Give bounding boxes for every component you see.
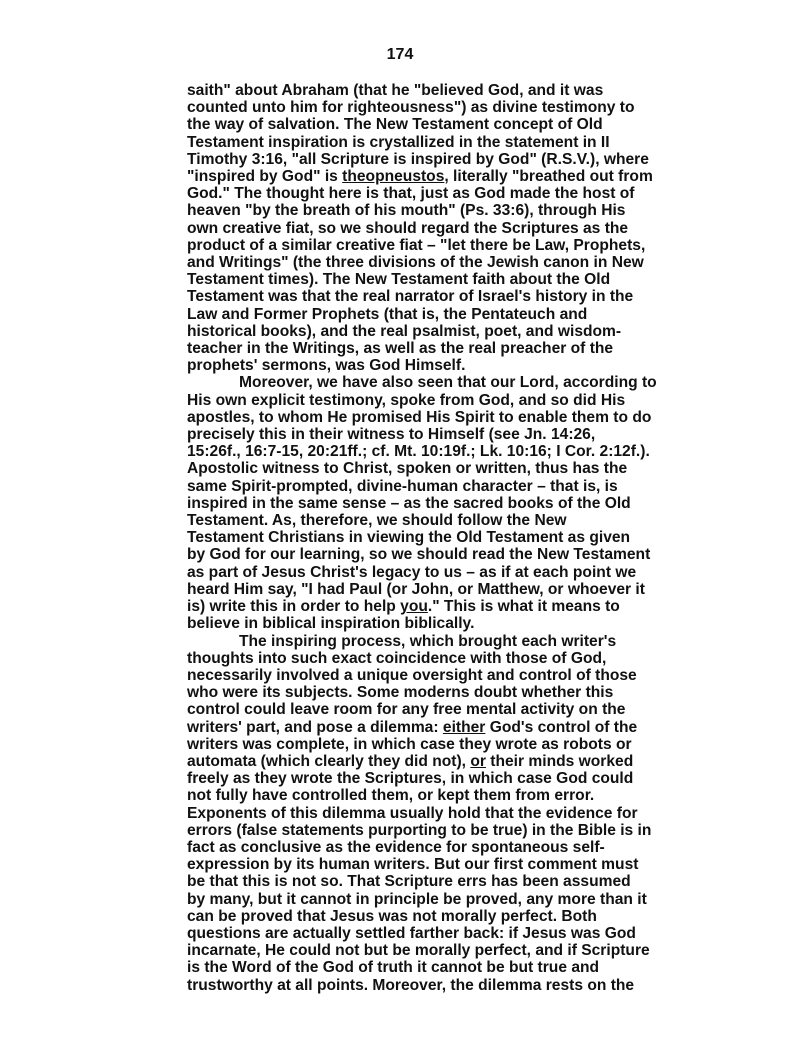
text-run: Law and Former Prophets (that is, the Pentateuch and — [187, 305, 588, 323]
paragraph — [187, 374, 707, 632]
text-line — [187, 392, 707, 409]
text-line — [187, 495, 707, 512]
text-line — [187, 787, 707, 804]
text-run: heaven "by the breath of his mouth" (Ps. 33:6), through His — [187, 202, 626, 220]
text-line — [187, 185, 707, 202]
text-run: heard Him say, "I had Paul (or John, or Matthew, or whoever it — [187, 580, 645, 598]
text-line — [187, 237, 707, 254]
text-run: by many, but it cannot in principle be proved, any more than it — [187, 890, 647, 908]
text-line — [187, 202, 707, 219]
text-run: thoughts into such exact coincidence with those of God, — [187, 649, 607, 667]
text-run: writers was complete, in which case they wrote as robots or — [187, 735, 632, 753]
text-line — [187, 478, 707, 495]
underlined-term: you — [400, 598, 428, 616]
text-line — [187, 873, 707, 890]
text-run: not fully have controlled them, or kept them from error. — [187, 787, 595, 805]
text-line — [187, 684, 707, 701]
text-line — [187, 959, 707, 976]
text-run: who were its subjects. Some moderns doubt whether this — [187, 684, 614, 702]
text-line — [187, 529, 707, 546]
text-run: counted unto him for righteousness") as divine testimony to — [187, 99, 635, 117]
text-line — [187, 460, 707, 477]
text-line — [187, 82, 707, 99]
text-line — [187, 254, 707, 271]
text-run: is the Word of the God of truth it cannot be but true and — [187, 959, 600, 977]
text-line — [187, 581, 707, 598]
text-run: 15:26f., 16:7-15, 20:21ff.; cf. Mt. 10:19f.; Lk. 10:16; I Cor. 2:12f.). — [187, 443, 650, 461]
text-run: "inspired by God" is — [187, 168, 343, 186]
text-line — [187, 822, 707, 839]
text-line — [187, 564, 707, 581]
text-run: expression by its human writers. But our first comment must — [187, 856, 639, 874]
text-run: the way of salvation. The New Testament concept of Old — [187, 116, 603, 134]
text-run: incarnate, He could not but be morally perfect, and if Scripture — [187, 942, 650, 960]
text-line — [187, 839, 707, 856]
text-run: Exponents of this dilemma usually hold that the evidence for — [187, 804, 638, 822]
text-line — [187, 168, 707, 185]
text-line — [187, 288, 707, 305]
body-text — [187, 82, 707, 994]
underlined-term: theopneustos — [342, 168, 445, 186]
text-run: Timothy 3:16, "all Scripture is inspired by God" (R.S.V.), where — [187, 150, 649, 168]
text-line — [187, 323, 707, 340]
text-run: control could leave room for any free mental activity on the — [187, 701, 626, 719]
underlined-term: or — [470, 752, 486, 770]
page-number: 174 — [386, 46, 414, 63]
text-run: questions are actually settled farther back: if Jesus was God — [187, 924, 636, 942]
text-line — [187, 99, 707, 116]
text-run: Testament was that the real narrator of Israel's history in the — [187, 288, 634, 306]
text-line — [187, 443, 707, 460]
text-line — [187, 134, 707, 151]
text-run: their minds worked — [485, 752, 634, 770]
text-run: Moreover, we have also seen that our Lord, according to — [239, 374, 657, 392]
text-line — [187, 374, 707, 391]
text-run: believe in biblical inspiration biblically. — [187, 615, 475, 633]
underlined-term: either — [442, 718, 486, 736]
text-line — [187, 719, 707, 736]
text-run: Testament inspiration is crystallized in the statement in II — [187, 133, 610, 151]
text-line — [187, 805, 707, 822]
text-run: apostles, to whom He promised His Spirit to enable them to do — [187, 408, 652, 426]
text-line — [187, 753, 707, 770]
text-line — [187, 925, 707, 942]
text-run: Testament Christians in viewing the Old Testament as given — [187, 529, 631, 547]
text-line — [187, 977, 707, 994]
text-line — [187, 546, 707, 563]
text-line — [187, 151, 707, 168]
text-line — [187, 615, 707, 632]
text-run: and Writings" (the three divisions of the Jewish canon in New — [187, 254, 644, 272]
text-run: God." The thought here is that, just as God made the host of — [187, 185, 635, 203]
text-run: , literally "breathed out from — [444, 168, 653, 186]
text-run: as part of Jesus Christ's legacy to us – as if at each point we — [187, 563, 637, 581]
paragraph — [187, 82, 707, 374]
text-run: inspired in the same sense – as the sacred books of the Old — [187, 494, 631, 512]
text-line — [187, 306, 707, 323]
text-line — [187, 770, 707, 787]
text-run: can be proved that Jesus was not morally perfect. Both — [187, 907, 597, 925]
text-line — [187, 736, 707, 753]
text-line — [187, 340, 707, 357]
text-run: precisely this in their witness to Himself (see Jn. 14:26, — [187, 426, 596, 444]
text-run: by God for our learning, so we should read the New Testament — [187, 546, 651, 564]
text-line — [187, 701, 707, 718]
text-run: saith" about Abraham (that he "believed God, and it was — [187, 82, 604, 99]
text-run: Testament times). The New Testament faith about the Old — [187, 271, 611, 289]
text-line — [187, 856, 707, 873]
text-line — [187, 512, 707, 529]
text-run: same Spirit-prompted, divine-human character – that is, is — [187, 477, 618, 495]
text-line — [187, 357, 707, 374]
text-line — [187, 908, 707, 925]
text-run: trustworthy at all points. Moreover, the dilemma rests on the — [187, 976, 635, 994]
text-run: necessarily involved a unique oversight and control of those — [187, 666, 637, 684]
text-run: Testament. As, therefore, we should follow the New — [187, 512, 567, 530]
text-run: Apostolic witness to Christ, spoken or written, thus has the — [187, 460, 628, 478]
text-run: historical books), and the real psalmist, poet, and wisdom- — [187, 322, 622, 340]
text-run: product of a similar creative fiat – "let there be Law, Prophets, — [187, 236, 646, 254]
text-run: freely as they wrote the Scriptures, in which case God could — [187, 770, 634, 788]
text-run: writers' part, and pose a dilemma: — [187, 718, 443, 736]
text-run: His own explicit testimony, spoke from God, and so did His — [187, 391, 626, 409]
text-line — [187, 220, 707, 237]
text-line — [187, 633, 707, 650]
text-line — [187, 942, 707, 959]
text-run: The inspiring process, which brought each writer's — [239, 632, 617, 650]
text-run: automata (which clearly they did not), — [187, 752, 471, 770]
text-run: God's control of the — [485, 718, 638, 736]
text-line — [187, 426, 707, 443]
text-run: be that this is not so. That Scripture errs has been assumed — [187, 873, 631, 891]
paragraph — [187, 633, 707, 994]
text-run: ." This is what it means to — [427, 598, 620, 616]
text-line — [187, 650, 707, 667]
text-run: fact as conclusive as the evidence for spontaneous self- — [187, 838, 605, 856]
text-run: prophets' sermons, was God Himself. — [187, 357, 466, 375]
text-run: own creative fiat, so we should regard the Scriptures as the — [187, 219, 629, 237]
text-run: teacher in the Writings, as well as the real preacher of the — [187, 340, 614, 358]
text-line — [187, 598, 707, 615]
text-line — [187, 116, 707, 133]
text-run: is) write this in order to help — [187, 598, 401, 616]
text-line — [187, 891, 707, 908]
text-line — [187, 409, 707, 426]
text-line — [187, 271, 707, 288]
text-run: errors (false statements purporting to be true) in the Bible is in — [187, 821, 652, 839]
text-line — [187, 667, 707, 684]
